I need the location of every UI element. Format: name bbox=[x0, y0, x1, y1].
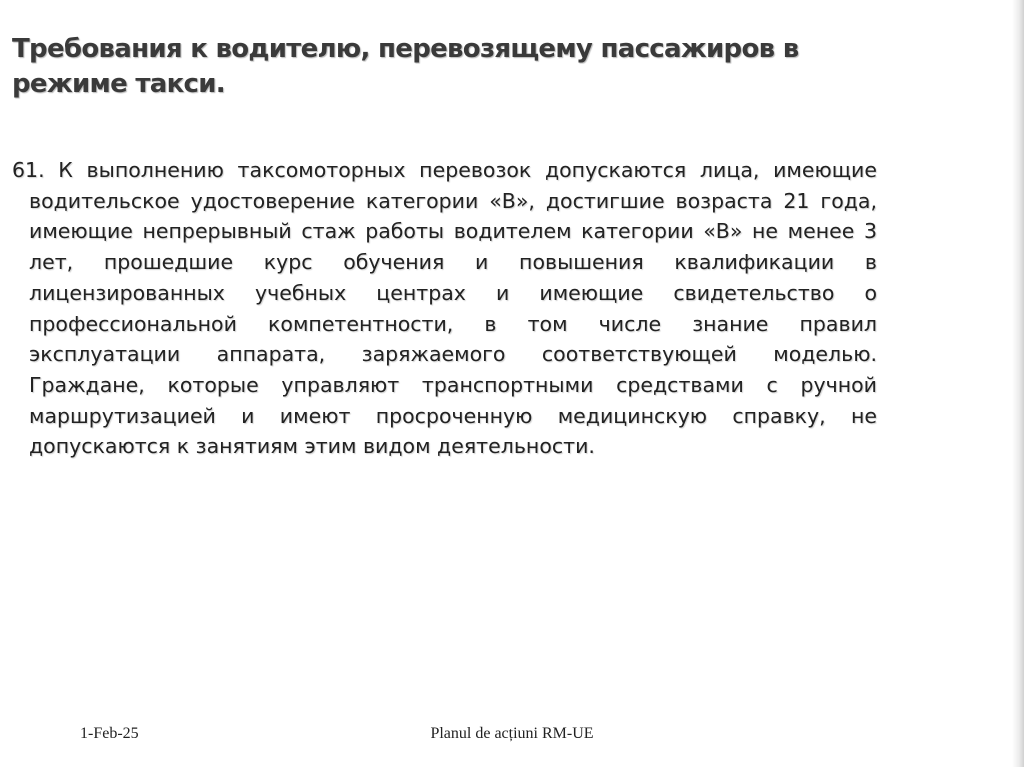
slide-body-paragraph: 61. К выполнению таксомоторных перевозок допускаются лица, имеющие водительское удостоверение категории «В», достигшие возраста 21 года, имеющие непрерывный стаж работы водителем категории «В» не менее 3 лет, прошедшие курс обучения и повышения квалификации в лицензированных учебных центрах и имеющие свидетельство о профессиональной компетентности, в том числе знание правил эксплуатации аппарата, заряжаемого соответствующей моделью. Граждане, которые управляют транспортными средствами с ручной маршрутизацией и имеют просроченную медицинскую справку, не допускаются к занятиям этим видом деятельности. bbox=[12, 158, 877, 459]
footer-date: 1-Feb-25 bbox=[80, 725, 139, 742]
slide-edge-shadow bbox=[1012, 0, 1024, 767]
footer-title: Planul de acțiuni RM-UE bbox=[430, 725, 594, 742]
slide-title: Требования к водителю, перевозящему пассажиров в режиме такси. bbox=[12, 34, 799, 100]
